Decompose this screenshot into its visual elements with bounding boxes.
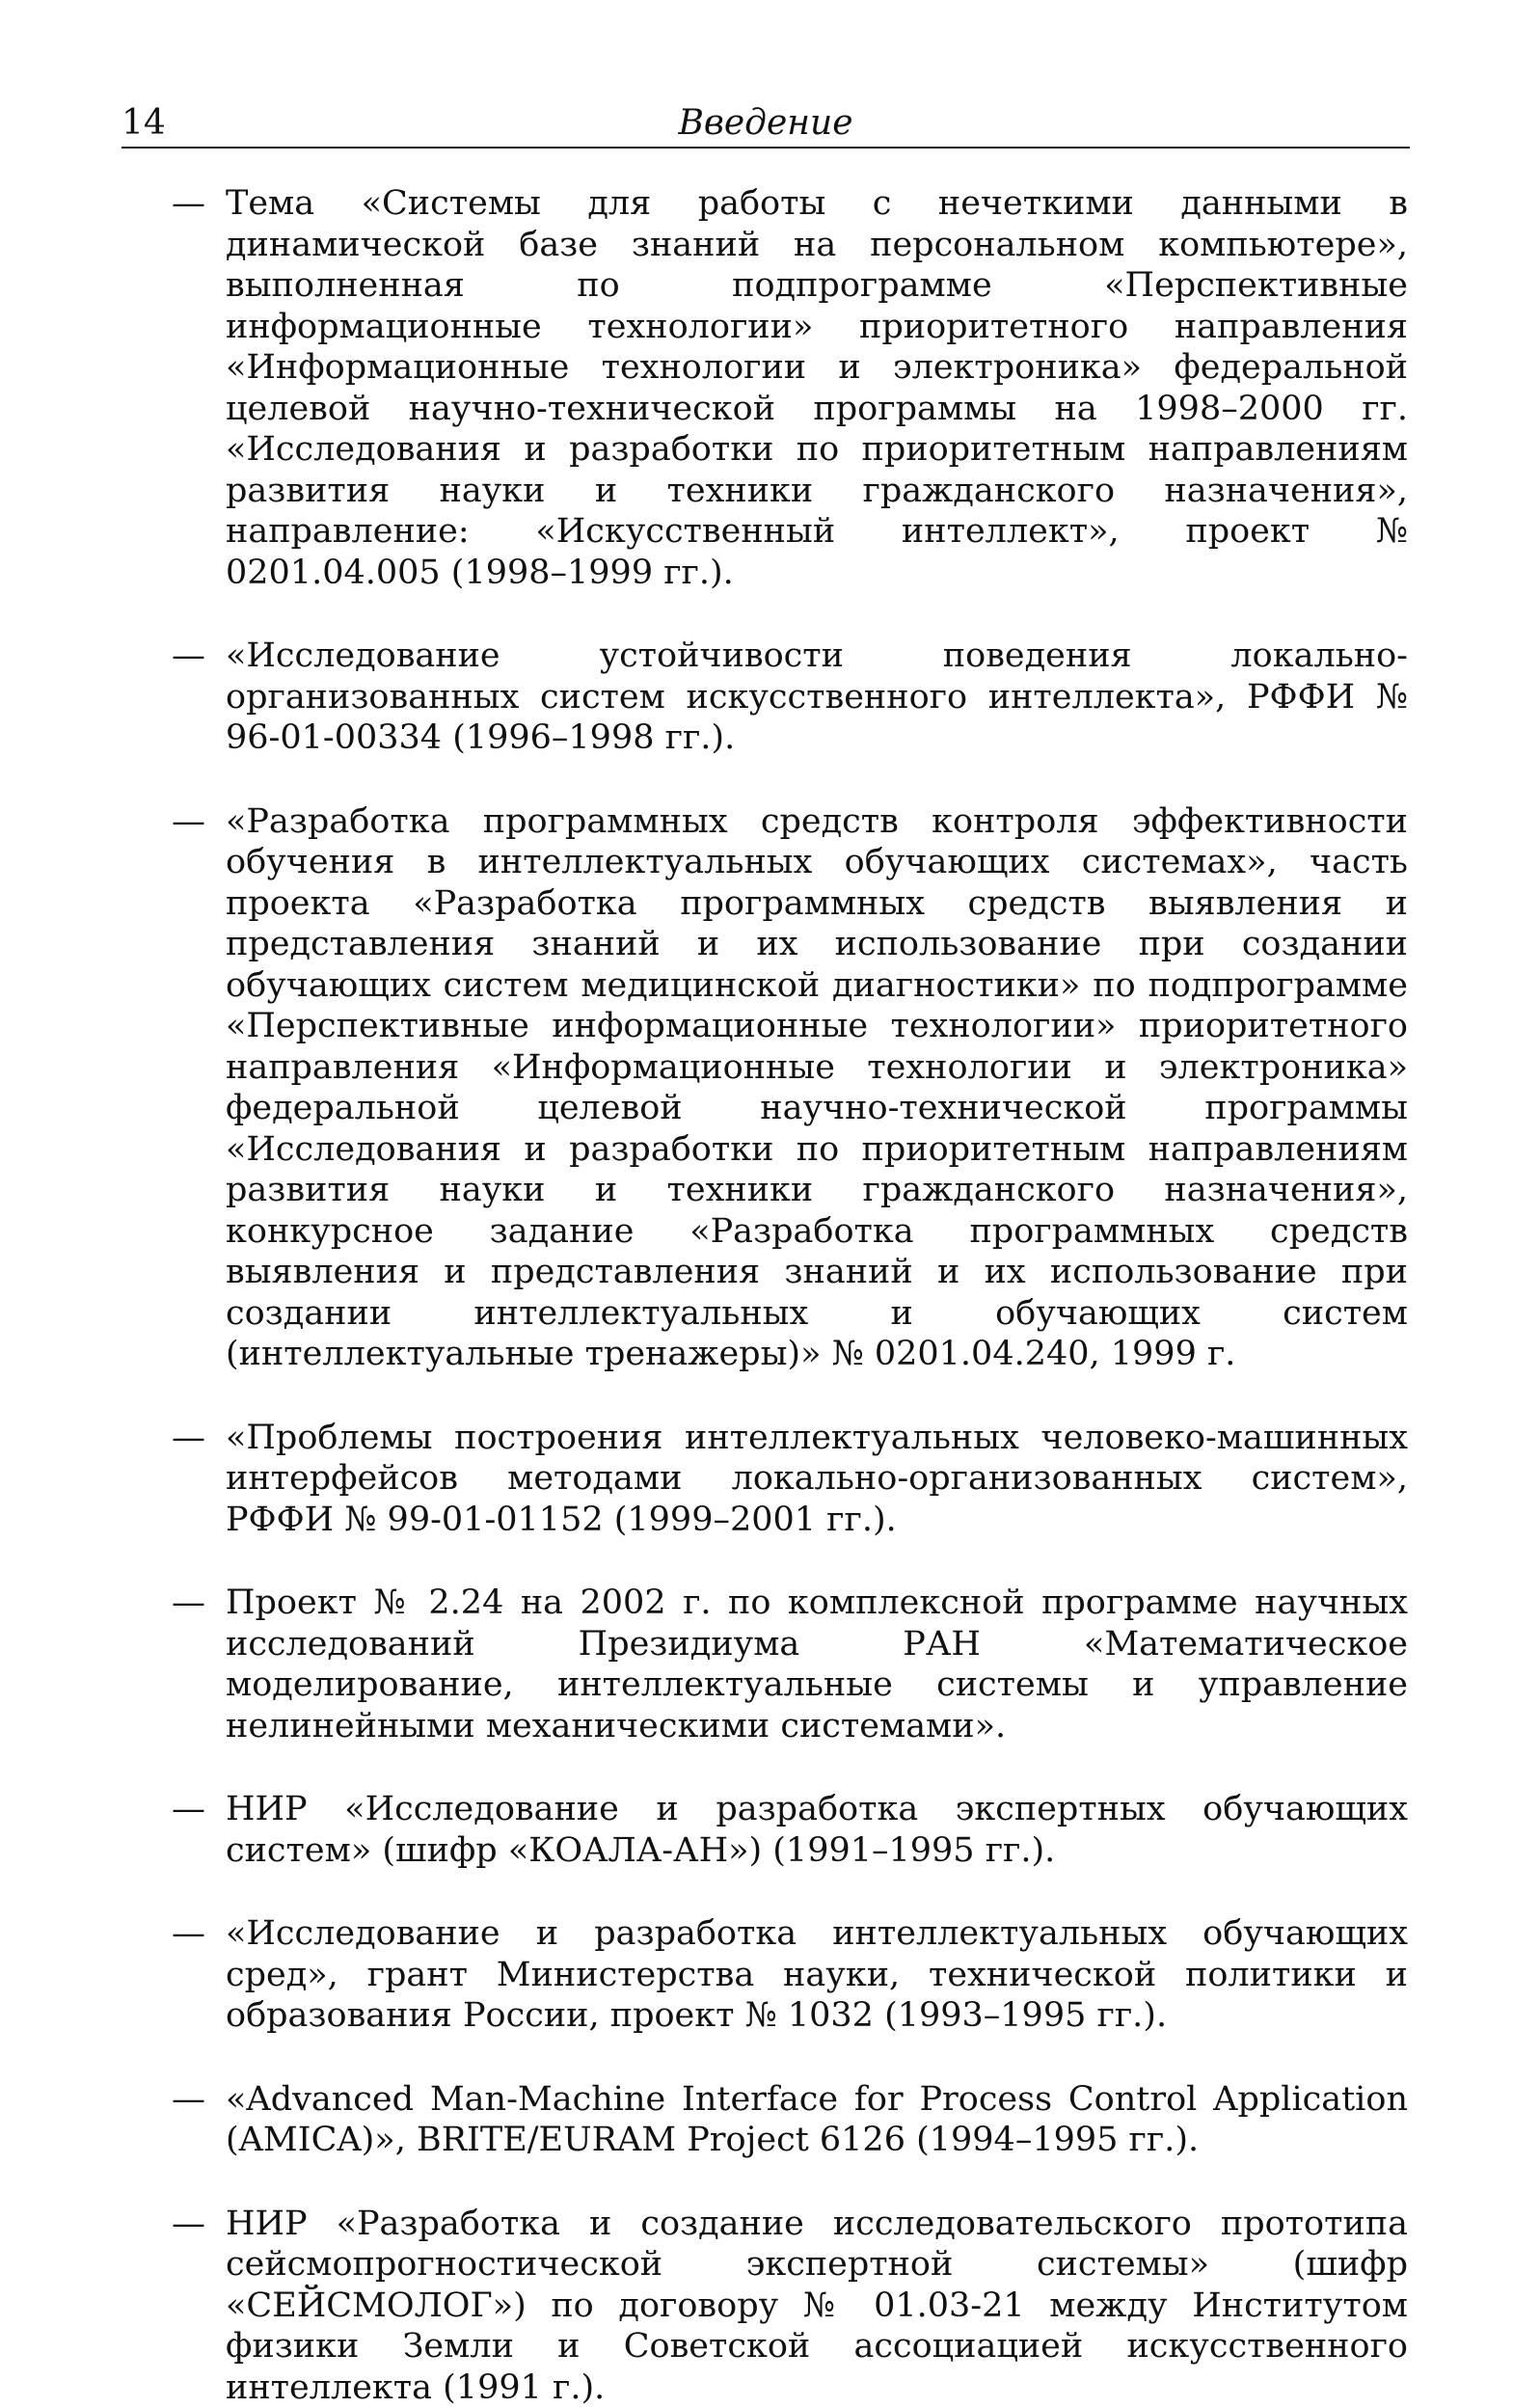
dash-marker: — — [172, 1583, 205, 1624]
list-item — [172, 1913, 1408, 2037]
list-item — [172, 801, 1408, 1375]
project-list — [172, 183, 1408, 2408]
list-item-text: «Исследование устойчивости поведения локально-организованных систем искусственного интеллекта», РФФИ № 96-01-00334 (1996–1998 гг.). — [226, 636, 1408, 757]
list-item-text: «Проблемы построения интеллектуальных человеко-машинных интерфейсов методами локально-организованных систем», РФФИ № 99-01-01152 (1999–2001 гг.). — [226, 1419, 1408, 1539]
dash-marker: — — [172, 2079, 205, 2121]
list-item-text: Тема «Системы для работы с нечеткими данными в динамической базе знаний на персональном компьютере», выполненная по подпрограмме «Перспективные информационные технологии» приоритетного направления «Информационные технологии и электроника» федеральной целевой научно-технической программы на 1998–2000 гг. «Исследования и разработки по приоритетным направлениям развития науки и техники гражданского назначения», направление: «Искусственный интеллект», проект № 0201.04.005 (1998–1999 гг.). — [226, 184, 1408, 592]
list-item — [172, 1789, 1408, 1871]
dash-marker: — — [172, 1789, 205, 1830]
dash-marker: — — [172, 636, 205, 677]
dash-marker: — — [172, 801, 205, 843]
page-number: 14 — [122, 104, 166, 143]
list-item-text: НИР «Исследование и разработка экспертных обучающих систем» (шифр «КОАЛА-АН») (1991–1995 гг.). — [226, 1790, 1408, 1870]
dash-marker: — — [172, 1913, 205, 1955]
dash-marker: — — [172, 1418, 205, 1459]
list-item — [172, 1583, 1408, 1746]
page-header — [122, 104, 1410, 149]
dash-marker: — — [172, 183, 205, 225]
dash-marker: — — [172, 2204, 205, 2245]
list-item-text: НИР «Разработка и создание исследовательского прототипа сейсмопрогностической экспертной системы» (шифр «СЕЙСМОЛОГ») по договору № 01.03-21 между Институтом физики Земли и Советской ассоциацией искусственного интеллекта (1991 г.). — [226, 2205, 1408, 2407]
running-title: Введение — [122, 104, 1410, 143]
list-item-text: Проект № 2.24 на 2002 г. по комплексной программе научных исследований Президиума РАН «Математическое моделирование, интеллектуальные системы и управление нелинейными механическими системами». — [226, 1583, 1408, 1745]
list-item — [172, 1418, 1408, 1541]
list-item-text: «Исследование и разработка интеллектуальных обучающих сред», грант Министерства науки, технической политики и образования России, проект № 1032 (1993–1995 гг.). — [226, 1914, 1408, 2035]
list-item — [172, 2079, 1408, 2161]
list-item — [172, 636, 1408, 759]
list-item-text: «Разработка программных средств контроля эффективности обучения в интеллектуальных обучающих системах», часть проекта «Разработка программных средств выявления и представления знаний и их использование при создании обучающих систем медицинской диагностики» по подпрограмме «Перспективные информационные технологии» приоритетного направления «Информационные технологии и электроника» федеральной целевой научно-технической программы «Исследования и разработки по приоритетным направлениям развития науки и техники гражданского назначения», конкурсное задание «Разработка программных средств выявления и представления знаний и их использование при создании интеллектуальных и обучающих систем (интеллектуальные тренажеры)» № 0201.04.240, 1999 г. — [226, 802, 1408, 1374]
list-item — [172, 2204, 1408, 2408]
list-item-text: «Advanced Man-Machine Interface for Process Control Application (AMICA)», BRITE/EURAM Project 6126 (1994–1995 гг.). — [226, 2080, 1408, 2160]
list-item — [172, 183, 1408, 593]
